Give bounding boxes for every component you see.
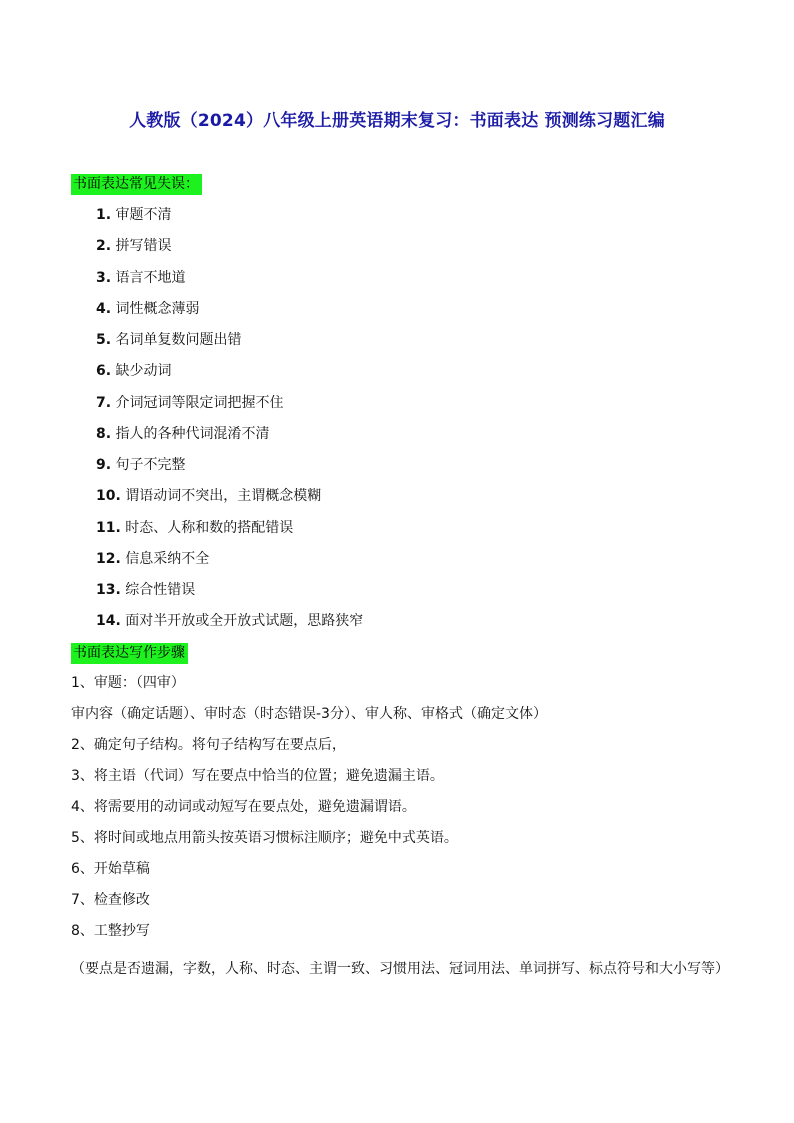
list-item [96, 549, 363, 580]
step-line: 8、工整抄写 [71, 923, 150, 939]
item-number: 2. [96, 238, 112, 255]
mistakes-list [96, 205, 363, 643]
list-item [96, 393, 363, 424]
step-line: 审内容（确定话题）、审时态（时态错误-3分）、审人称、审格式（确定文体） [71, 706, 547, 722]
item-text: 指人的各种代词混淆不清 [115, 425, 270, 442]
item-text: 句子不完整 [115, 457, 186, 473]
list-item [96, 455, 363, 486]
list-item [96, 611, 363, 642]
item-number: 10. [96, 488, 121, 505]
item-number: 4. [96, 300, 112, 317]
item-number: 12. [96, 550, 121, 567]
writing-steps [71, 673, 731, 952]
step-line: 3、将主语（代词）写在要点中恰当的位置；避免遗漏主语。 [71, 768, 444, 784]
list-item [96, 518, 363, 549]
list-item [96, 330, 363, 361]
item-text: 词性概念薄弱 [115, 300, 200, 317]
item-number: 3. [96, 269, 112, 286]
item-text: 时态、人称和数的搭配错误 [125, 519, 294, 536]
item-text: 拼写错误 [115, 238, 172, 255]
list-item [96, 299, 363, 330]
list-item [96, 424, 363, 455]
section-heading-writing-steps: 书面表达写作步骤 [71, 643, 188, 664]
item-text: 缺少动词 [115, 363, 172, 380]
item-number: 6. [96, 363, 112, 380]
item-number: 11. [96, 519, 121, 536]
item-text: 名词单复数问题出错 [115, 332, 242, 348]
list-item [96, 268, 363, 299]
item-text: 介词冠词等限定词把握不住 [115, 394, 284, 411]
step-line: 2、确定句子结构。将句子结构写在要点后， [71, 737, 346, 753]
section-heading-common-mistakes: 书面表达常见失误： [71, 174, 202, 195]
item-number: 8. [96, 425, 112, 442]
step-line: 6、开始草稿 [71, 861, 150, 877]
item-number: 9. [96, 457, 112, 473]
item-number: 14. [96, 613, 121, 630]
step-line: 7、检查修改 [71, 892, 150, 908]
item-number: 5. [96, 332, 112, 348]
item-number: 13. [96, 582, 121, 598]
list-item [96, 205, 363, 236]
document-title: 人教版（2024）八年级上册英语期末复习：书面表达 预测练习题汇编 [129, 111, 665, 131]
item-text: 综合性错误 [125, 582, 196, 598]
item-text: 谓语动词不突出，主谓概念模糊 [125, 488, 322, 505]
item-text: 语言不地道 [115, 269, 186, 286]
item-text: 信息采纳不全 [125, 550, 210, 567]
step-line: 5、将时间或地点用箭头按英语习惯标注顺序；避免中式英语。 [71, 830, 458, 846]
item-text: 面对半开放或全开放式试题，思路狭窄 [125, 613, 364, 630]
list-item [96, 580, 363, 611]
list-item [96, 486, 363, 517]
item-number: 7. [96, 394, 112, 411]
step-line: 4、将需要用的动词或动短写在要点处，避免遗漏谓语。 [71, 799, 416, 815]
item-text: 审题不清 [115, 207, 172, 223]
list-item [96, 361, 363, 392]
step-line: 1、审题：（四审） [71, 675, 185, 691]
checklist-note: （要点是否遗漏，字数，人称、时态、主谓一致、习惯用法、冠词用法、单词拼写、标点符号和大小写等） [71, 961, 729, 977]
item-number: 1. [96, 207, 112, 223]
list-item [96, 236, 363, 267]
